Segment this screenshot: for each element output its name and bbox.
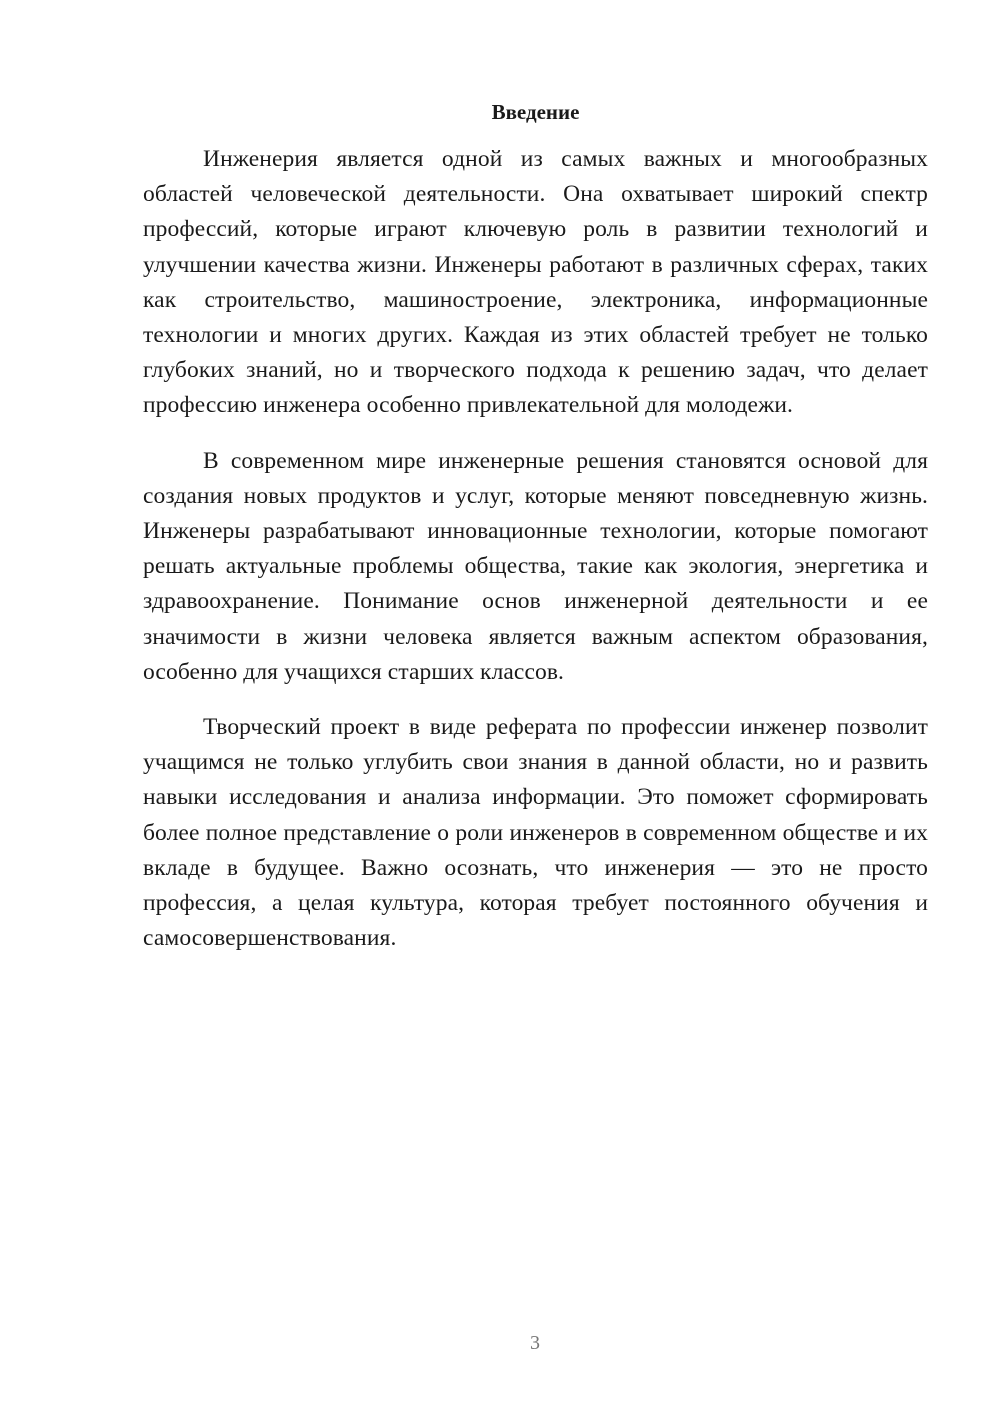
paragraph-2: В современном мире инженерные решения становятся основой для создания новых продуктов и услуг, которые меняют повседневную жизнь. Инженеры разрабатывают инновационные технологии, которые помогают решать актуальные проблемы общества, такие как экология, энергетика и здравоохранение. Понимание основ инженерной деятельности и ее значимости в жизни человека является важным аспектом образования, особенно для учащихся старших классов. — [143, 447, 928, 685]
page-number: 3 — [530, 1332, 540, 1354]
paragraph-3: Творческий проект в виде реферата по профессии инженер позволит учащимся не только углубить свои знания в данной области, но и развить навыки исследования и анализа информации. Это поможет сформировать более полное представление о роли инженеров в современном обществе и их вкладе в будущее. Важно осознать, что инженерия — это не просто профессия, а целая культура, которая требует постоянного обучения и самосовершенствования. — [143, 714, 928, 952]
section-heading: Введение — [491, 100, 580, 124]
paragraph-1: Инженерия является одной из самых важных и многообразных областей человеческой деятельности. Она охватывает широкий спектр профессий, которые играют ключевую роль в развитии технологий и улучшении качества жизни. Инженеры работают в различных сферах, таких как строительство, машиностроение, электроника, информационные технологии и многих других. Каждая из этих областей требует не только глубоких знаний, но и творческого подхода к решению задач, что делает профессию инженера особенно привлекательной для молодежи. — [143, 146, 928, 419]
body-text — [143, 142, 928, 976]
